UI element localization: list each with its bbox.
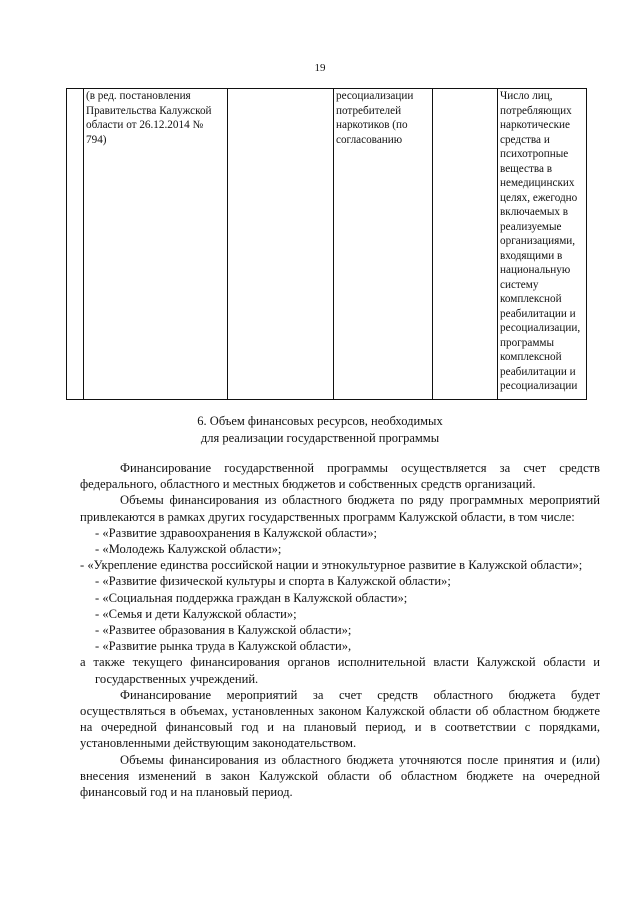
list-item: - «Развитее образования в Калужской области»; (95, 623, 352, 638)
paragraph-budget-law: Финансирование мероприятий за счет средств областного бюджета будет осуществляться в объемах, установленных законом Калужской области об областном бюджете на очередной финансовый год и на плановый период, и в соответствии с порядками, установленными действующим законодательством. (80, 687, 600, 751)
table-cell-number (67, 89, 84, 400)
table-row (67, 89, 587, 400)
list-item: - «Укрепление единства российской нации и этнокультурное развитие в Калужской области»; (80, 558, 583, 573)
list-item: - «Развитие рынка труда в Калужской области», (95, 639, 352, 654)
list-item: - «Социальная поддержка граждан в Калужской области»; (95, 590, 408, 605)
paragraph-adjustment: Объемы финансирования из областного бюджета уточняются после принятия и (или) внесения изменений в закон Калужской области об областном бюджете на очередной финансовый год и на плановый период. (80, 752, 600, 800)
page-number: 19 (314, 62, 326, 74)
list-item: - «Развитие здравоохранения в Калужской области»; (95, 525, 378, 540)
section-title (0, 413, 640, 446)
paragraph-regional-budget: Объемы финансирования из областного бюджета по ряду программных мероприятий привлекаются в рамках других государственных программ Калужской области, в том числе: (80, 493, 600, 524)
table-cell-empty (433, 89, 498, 400)
list-item: - «Развитие физической культуры и спорта в Калужской области»; (95, 574, 451, 589)
table-cell-indicator: Число лиц, потребляющих наркотические средства и психотропные вещества в немедицинских целях, ежегодно включаемых в реализуемые организациями, входящими в национальную систему комплексной реабилитации и ресоциализации, программы комплексной реабилитации и ресоциализации (498, 89, 587, 400)
section-title-line-2: для реализации государственной программы (200, 430, 440, 445)
table-cell-empty (228, 89, 334, 400)
program-table-continuation (66, 88, 587, 400)
list-item: - «Семья и дети Калужской области»; (95, 606, 297, 621)
section-body (80, 460, 600, 800)
paragraph-financing-sources: Финансирование государственной программы осуществляется за счет средств федерального, областного и местных бюджетов и собственных средств организаций. (80, 461, 600, 492)
section-title-line-1: 6. Объем финансовых ресурсов, необходимых (197, 414, 443, 428)
list-item: - «Молодежь Калужской области»; (95, 542, 282, 557)
paragraph-executive-funding: а также текущего финансирования органов исполнительной власти Калужской области и государственных учреждений. (80, 655, 600, 686)
table-cell-edition-note: (в ред. постановления Правительства Калужской области от 26.12.2014 № 794) (84, 89, 228, 400)
table-cell-measure: ресоциализации потребителей наркотиков (по согласованию (334, 89, 433, 400)
